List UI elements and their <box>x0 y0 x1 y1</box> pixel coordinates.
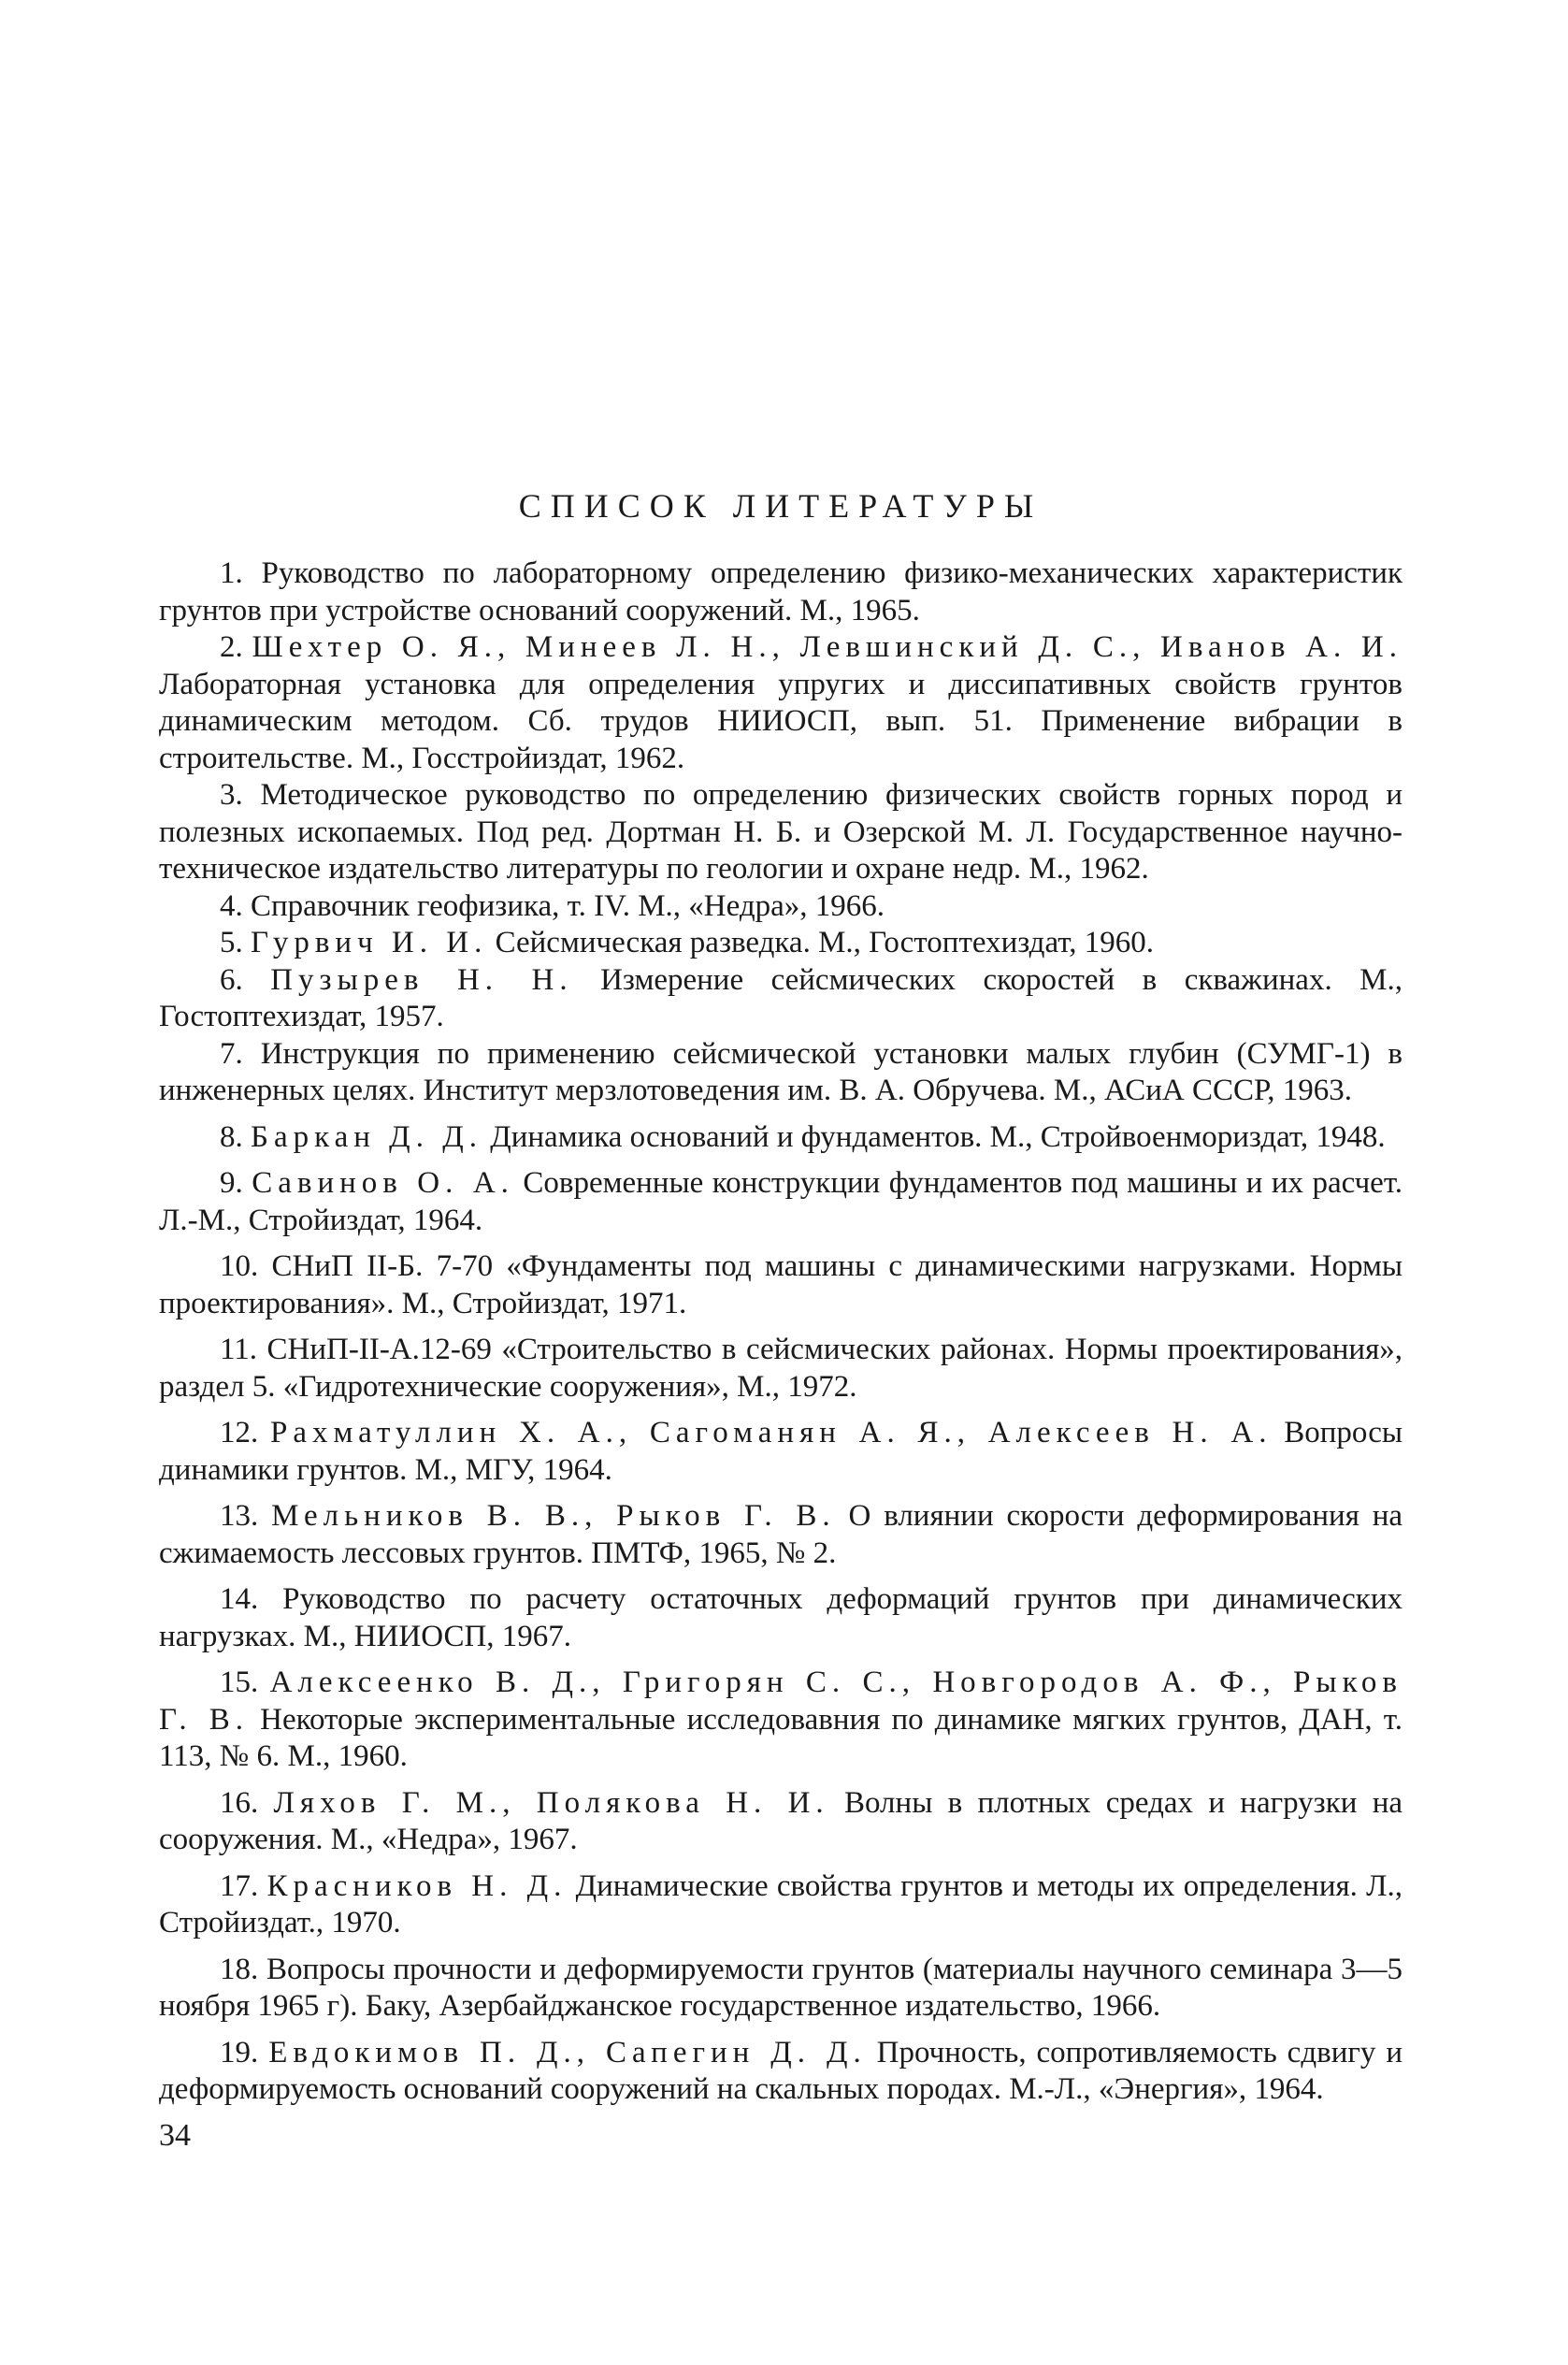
reference-item <box>159 1036 1403 1110</box>
reference-item <box>159 1868 1403 1942</box>
reference-authors: Алексеенко В. Д., Григорян С. С., Новгородов А. Ф., Рыков Г. В. <box>159 1666 1403 1737</box>
reference-number: 19. <box>220 2035 259 2069</box>
reference-number: 15. <box>220 1666 259 1699</box>
reference-number: 11. <box>220 1333 258 1366</box>
reference-authors: Евдокимов П. Д., Сапегин Д. Д. <box>268 2035 867 2069</box>
reference-text: Инструкция по применению сейсмической установки малых глубин (СУМГ-1) в инженерных целях. Институт мерзлотоведения им. В. А. Обручева. М., АСиА СССР, 1963. <box>159 1036 1403 1107</box>
reference-item <box>159 1498 1403 1572</box>
reference-number: 7. <box>220 1036 243 1071</box>
reference-text: СНиП-II-А.12-69 «Строительство в сейсмических районах. Нормы проектирования», раздел 5. «Гидротехнические сооружения», М., 1972. <box>159 1333 1403 1404</box>
reference-item <box>159 1332 1403 1406</box>
reference-authors: Пузырев Н. Н. <box>270 962 573 997</box>
reference-item <box>159 925 1403 962</box>
reference-authors: Савинов О. А. <box>252 1166 514 1200</box>
reference-number: 1. <box>220 556 243 590</box>
reference-item <box>159 2035 1403 2109</box>
page-title: СПИСОК ЛИТЕРАТУРЫ <box>518 487 1043 525</box>
reference-number: 5. <box>220 926 243 959</box>
reference-item <box>159 1665 1403 1776</box>
reference-text: Волны в плотных средах и нагрузки на сооружения. М., «Недра», 1967. <box>159 1785 1403 1856</box>
reference-text: О влиянии скорости деформирования на сжимаемость лессовых грунтов. ПМТФ, 1965, № 2. <box>159 1499 1403 1570</box>
reference-item <box>159 1119 1403 1157</box>
reference-item <box>159 962 1403 1036</box>
reference-number: 2. <box>220 630 243 664</box>
reference-authors: Баркан Д. Д. <box>251 1119 482 1154</box>
reference-text: Руководство по расчету остаточных деформаций грунтов при динамических нагрузках. М., НИИОСП, 1967. <box>159 1582 1403 1653</box>
reference-authors: Шехтер О. Я., Минеев Л. Н., Левшинский Д. С., Иванов А. И. <box>252 630 1403 664</box>
reference-text: Некоторые экспериментальные исследовавния по динамике мягких грунтов, ДАН, т. 113, № 6. М., 1960. <box>159 1702 1403 1773</box>
reference-item <box>159 1415 1403 1489</box>
reference-item <box>159 1952 1403 2026</box>
reference-text: Справочник геофизика, т. IV. М., «Недра», 1966. <box>251 888 885 923</box>
reference-number: 12. <box>220 1416 259 1449</box>
reference-number: 3. <box>220 778 243 812</box>
reference-number: 18. <box>220 1952 259 1986</box>
reference-text: Динамические свойства грунтов и методы их определения. Л., Стройиздат., 1970. <box>159 1868 1403 1940</box>
reference-number: 13. <box>220 1499 259 1533</box>
reference-text: Вопросы прочности и деформируемости грунтов (материалы научного семинара 3—5 ноября 1965 г). Баку, Азербайджанское государственное издательство, 1966. <box>159 1952 1403 2023</box>
reference-number: 14. <box>220 1582 259 1616</box>
reference-text: Динамика оснований и фундаментов. М., Стройвоенмориздат, 1948. <box>490 1119 1386 1154</box>
reference-text: Сейсмическая разведка. М., Гостоптехиздат, 1960. <box>495 926 1154 959</box>
reference-number: 9. <box>220 1166 243 1200</box>
reference-item <box>159 1581 1403 1655</box>
reference-authors: Рахматуллин Х. А., Сагоманян А. Я., Алексеев Н. А. <box>270 1416 1273 1449</box>
reference-number: 4. <box>220 888 243 923</box>
reference-text: Руководство по лабораторному определению физико-механических характеристик грунтов при устройстве оснований сооружений. М., 1965. <box>159 556 1403 627</box>
reference-number: 17. <box>220 1868 259 1903</box>
reference-text: Современные конструкции фундаментов под машины и их расчет. Л.-М., Стройиздат, 1964. <box>159 1166 1403 1237</box>
reference-item <box>159 629 1403 777</box>
reference-text: Лабораторная установка для определения упругих и диссипативных свойств грунтов динамическим методом. Сб. трудов НИИОСП, вып. 51. Применение вибрации в строительстве. М., Госстройиздат, 1962. <box>159 667 1403 775</box>
reference-text: Вопросы динамики грунтов. М., МГУ, 1964. <box>159 1416 1403 1487</box>
reference-authors: Ляхов Г. М., Полякова Н. И. <box>273 1785 829 1820</box>
reference-text: Прочность, сопротивляемость сдвигу и деформируемость оснований сооружений на скальных породах. М.-Л., «Энергия», 1964. <box>159 2035 1403 2106</box>
reference-text: СНиП II-Б. 7-70 «Фундаменты под машины с динамическими нагрузками. Нормы проектирования». М., Стройиздат, 1971. <box>159 1249 1403 1320</box>
reference-authors: Мельников В. В., Рыков Г. В. <box>271 1499 836 1533</box>
page-number: 34 <box>159 2118 191 2153</box>
reference-item <box>159 777 1403 888</box>
reference-number: 6. <box>220 962 243 997</box>
reference-number: 10. <box>220 1249 259 1283</box>
reference-list <box>159 555 1403 2109</box>
reference-number: 16. <box>220 1785 259 1820</box>
reference-authors: Гурвич И. И. <box>251 926 488 959</box>
reference-item <box>159 1165 1403 1239</box>
reference-text: Методическое руководство по определению физических свойств горных пород и полезных ископаемых. Под ред. Дортман Н. Б. и Озерской М. Л. Государственное научно-техническое издательство литературы по геологии и охране недр. М., 1962. <box>159 778 1403 886</box>
reference-item <box>159 1785 1403 1859</box>
reference-text: Измерение сейсмических скоростей в скважинах. М., Гостоптехиздат, 1957. <box>159 962 1403 1033</box>
reference-item <box>159 888 1403 926</box>
reference-item <box>159 1248 1403 1322</box>
reference-item <box>159 555 1403 629</box>
reference-authors: Красников Н. Д. <box>266 1868 568 1903</box>
reference-number: 8. <box>220 1119 243 1154</box>
